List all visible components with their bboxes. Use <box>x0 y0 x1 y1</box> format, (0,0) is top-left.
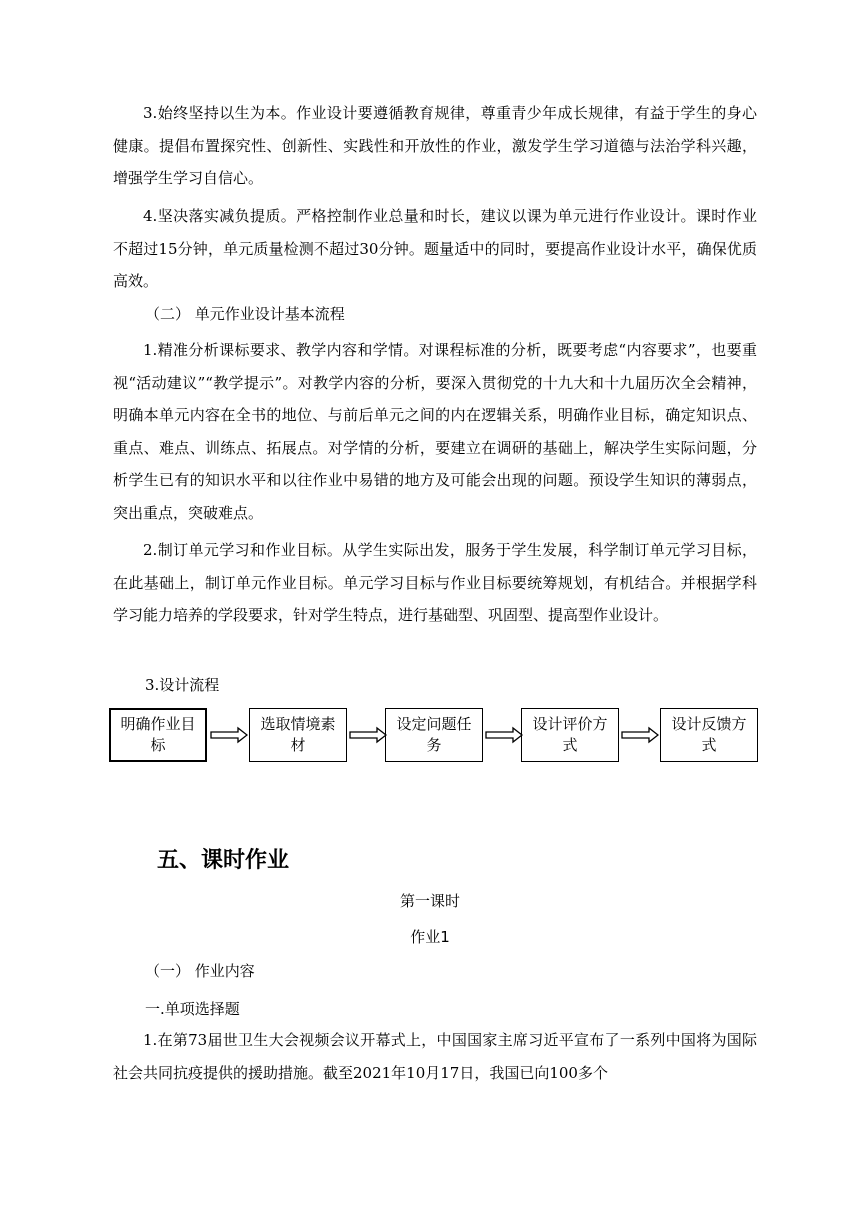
flow-step-3: 设定问题任务 <box>385 708 483 762</box>
flow-arrow-icon <box>349 726 387 744</box>
section-heading-unit-design-flow: （二） 单元作业设计基本流程 <box>145 305 345 323</box>
paragraph-step-1: 1.精准分析课标要求、教学内容和学情。对课程标准的分析，既要考虑“内容要求”，也要重视“活动建议”“教学提示”。对教学内容的分析，要深入贯彻党的十九大和十九届历次全会精神，明确本单元内容在全书的地位、与前后单元之间的内在逻辑关系，明确作业目标，确定知识点、重点、难点、训练点、拓展点。对学情的分析，要建立在调研的基础上，解决学生实际问题，分析学生已有的知识水平和以往作业中易错的地方及可能会出现的问题。预设学生知识的薄弱点，突出重点，突破难点。 <box>113 341 757 522</box>
section-heading-homework-content: （一） 作业内容 <box>145 962 255 980</box>
flow-arrow-icon <box>210 726 248 744</box>
flow-step-2: 选取情境素材 <box>249 708 347 762</box>
paragraph-principle-4: 4.坚决落实减负提质。严格控制作业总量和时长，建议以课为单元进行作业设计。课时作业不超过15分钟，单元质量检测不超过30分钟。题量适中的同时，要提高作业设计水平，确保优质高效。 <box>113 207 757 290</box>
paragraph-step-3: 3.设计流程 <box>145 676 220 694</box>
flow-step-5: 设计反馈方式 <box>660 708 758 762</box>
lesson-title: 第一课时 <box>399 892 460 910</box>
flow-arrow-icon <box>485 726 523 744</box>
flow-step-4: 设计评价方式 <box>521 708 619 762</box>
flow-step-1: 明确作业目标 <box>109 708 207 762</box>
section-title-lesson-homework: 五、课时作业 <box>157 848 290 873</box>
design-flowchart <box>109 706 759 766</box>
question-type-heading: 一.单项选择题 <box>145 1000 240 1018</box>
paragraph-principle-3: 3.始终坚持以生为本。作业设计要遵循教育规律，尊重青少年成长规律，有益于学生的身心健康。提倡布置探究性、创新性、实践性和开放性的作业，激发学生学习道德与法治学科兴趣，增强学生学习自信心。 <box>113 104 757 187</box>
flow-arrow-icon <box>621 726 659 744</box>
question-1: 1.在第73届世卫生大会视频会议开幕式上，中国国家主席习近平宣布了一系列中国将为国际社会共同抗疫提供的援助措施。截至2021年10月17日，我国已向100多个 <box>113 1031 757 1082</box>
homework-title: 作业1 <box>410 928 450 946</box>
paragraph-step-2: 2.制订单元学习和作业目标。从学生实际出发，服务于学生发展，科学制订单元学习目标，在此基础上，制订单元作业目标。单元学习目标与作业目标要统筹规划，有机结合。并根据学科学习能力培养的学段要求，针对学生特点，进行基础型、巩固型、提高型作业设计。 <box>113 541 757 624</box>
